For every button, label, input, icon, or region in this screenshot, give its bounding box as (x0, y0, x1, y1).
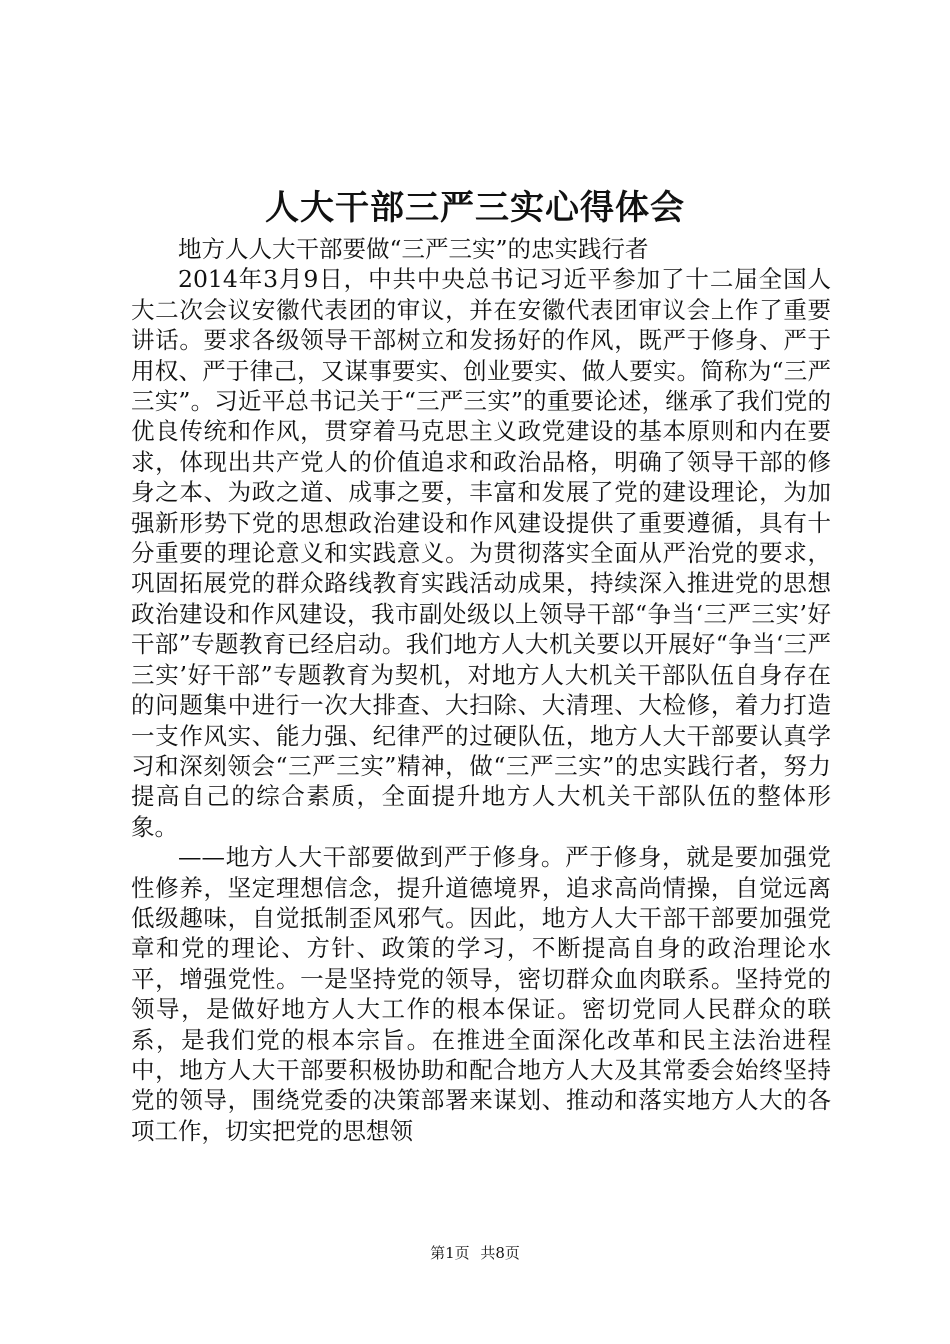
document-body (131, 234, 831, 1146)
page-number: 第1页 (430, 1244, 470, 1262)
page-total: 共8页 (480, 1244, 520, 1262)
page-footer (0, 1243, 950, 1263)
paragraph-subtitle: 地方人人大干部要做“三严三实”的忠实践行者 (178, 235, 649, 263)
paragraph-self-cultivation: ——地方人大干部要做到严于修身。严于修身，就是要加强党性修养，坚定理想信念，提升道德境界，追求高尚情操，自觉远离低级趣味，自觉抵制歪风邪气。因此，地方人大干部干部要加强党章和党的理论、方针、政策的学习，不断提高自身的政治理论水平，增强党性。一是坚持党的领导，密切群众血肉联系。坚持党的领导，是做好地方人大工作的根本保证。密切党同人民群众的联系，是我们党的根本宗旨。在推进全面深化改革和民主法治进程中，地方人大干部要积极协助和配合地方人大及其常委会始终坚持党的领导，围绕党委的决策部署来谋划、推动和落实地方人大的各项工作，切实把党的思想领 (131, 843, 831, 1145)
document-title: 人大干部三严三实心得体会 (265, 188, 685, 228)
paragraph-intro: 2014年3月9日，中共中央总书记习近平参加了十二届全国人大二次会议安徽代表团的审议，并在安徽代表团审议会上作了重要讲话。要求各级领导干部树立和发扬好的作风，既严于修身、严于用权、严于律己，又谋事要实、创业要实、做人要实。简称为“三严三实”。习近平总书记关于“三严三实”的重要论述，继承了我们党的优良传统和作风，贯穿着马克思主义政党建设的基本原则和内在要求，体现出共产党人的价值追求和政治品格，明确了领导干部的修身之本、为政之道、成事之要，丰富和发展了党的建设理论，为加强新形势下党的思想政治建设和作风建设提供了重要遵循，具有十分重要的理论意义和实践意义。为贯彻落实全面从严治党的要求，巩固拓展党的群众路线教育实践活动成果，持续深入推进党的思想政治建设和作风建设，我市副处级以上领导干部“争当‘三严三实’好干部”专题教育已经启动。我们地方人大机关要以开展好“争当‘三严三实’好干部”专题教育为契机，对地方人大机关干部队伍自身存在的问题集中进行一次大排查、大扫除、大清理、大检修，着力打造一支作风实、能力强、纪律严的过硬队伍，地方人大干部要认真学习和深刻领会“三严三实”精神，做“三严三实”的忠实践行者，努力提高自己的综合素质，全面提升地方人大机关干部队伍的整体形象。 (131, 265, 831, 841)
